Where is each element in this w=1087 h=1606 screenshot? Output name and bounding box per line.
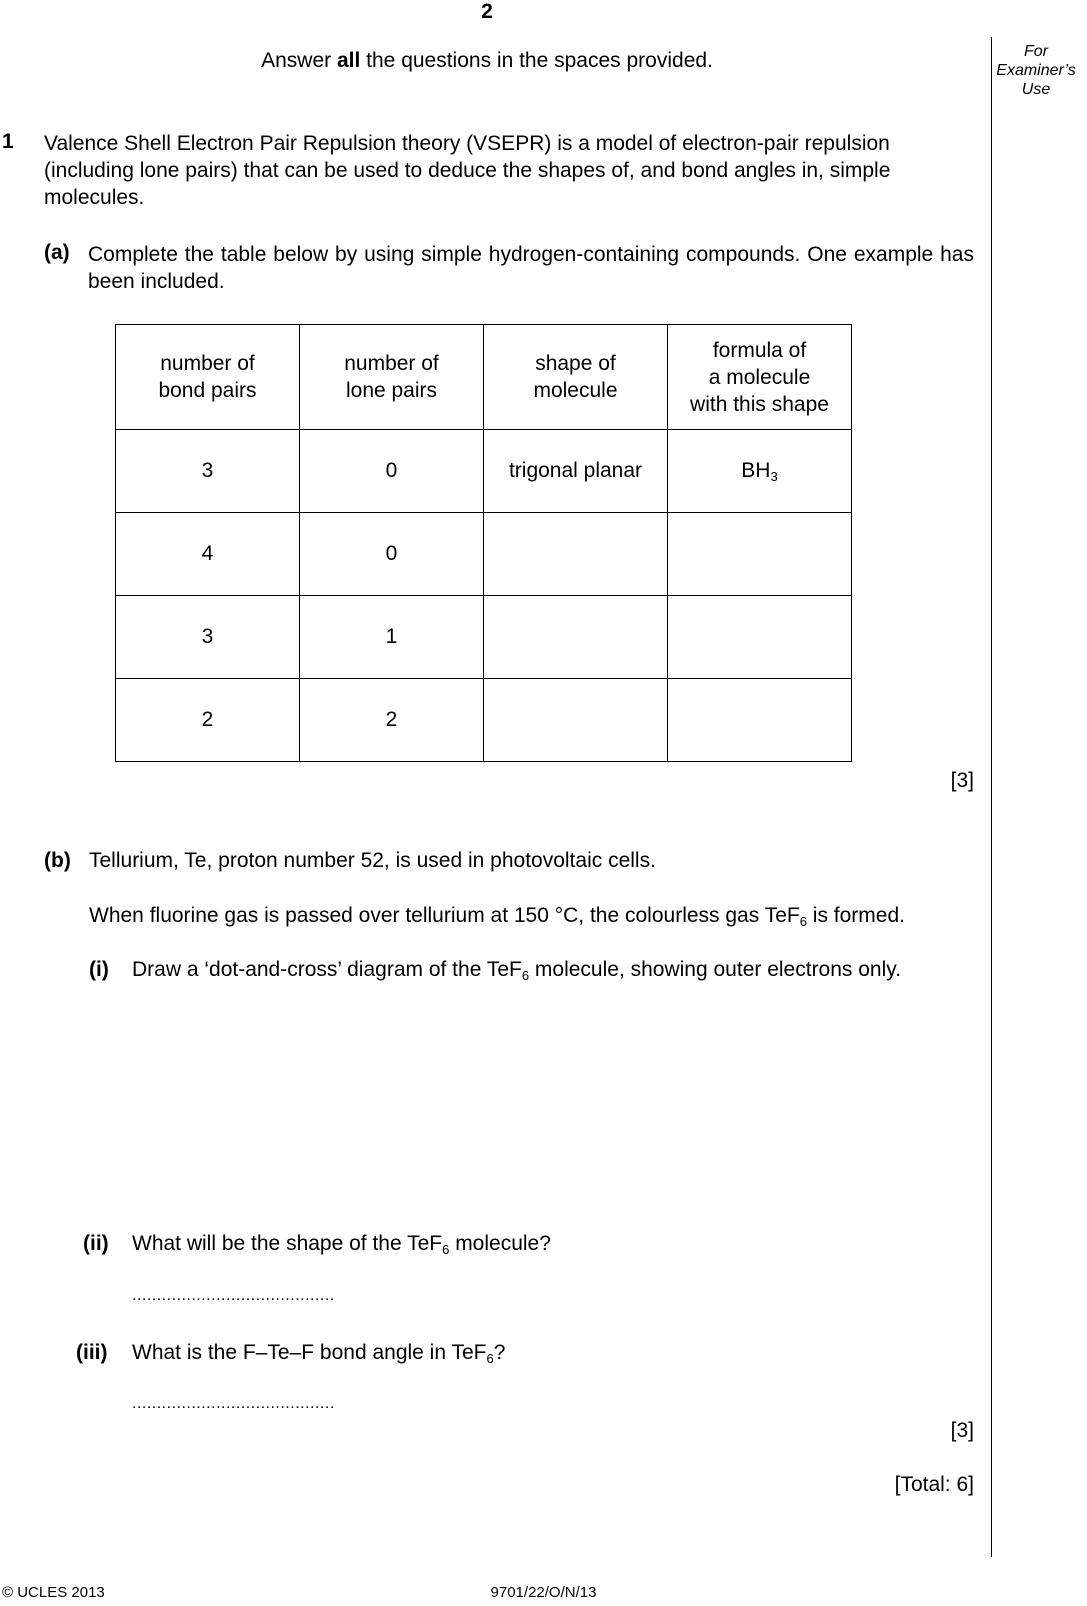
footer-copyright: © UCLES 2013: [2, 1584, 105, 1601]
page-number: 2: [481, 0, 493, 23]
sub-iii-text: What is the F–Te–F bond angle in TeF$_6$?: [132, 1341, 506, 1366]
sub-ii-answer-line[interactable]: .........................................: [132, 1287, 335, 1304]
part-a-marks: [3]: [950, 769, 974, 792]
table-row: [116, 679, 852, 762]
cell-formula-answer[interactable]: [668, 679, 852, 762]
question-total: [Total: 6]: [894, 1473, 974, 1496]
cell-shape: trigonal planar: [484, 430, 668, 513]
header-formula: formula of a molecule with this shape: [668, 325, 852, 430]
table-header-row: [116, 325, 852, 430]
cell-lone-pairs: 0: [300, 513, 484, 596]
sub-i-text: Draw a ‘dot-and-cross’ diagram of the TeF$_6$ molecule, showing outer electrons only.: [132, 958, 902, 983]
question-number: 1: [2, 130, 14, 153]
sub-iii-label: (iii): [76, 1341, 108, 1364]
cell-bond-pairs: 3: [116, 430, 300, 513]
cell-shape-answer[interactable]: [484, 513, 668, 596]
vsepr-table: [115, 324, 852, 762]
instruction: Answer all the questions in the spaces provided.: [261, 49, 713, 72]
cell-bond-pairs: 4: [116, 513, 300, 596]
part-a-text: Complete the table below by using simple hydrogen-containing compounds. One example has been included.: [88, 243, 974, 293]
cell-lone-pairs: 1: [300, 596, 484, 679]
cell-lone-pairs: 2: [300, 679, 484, 762]
header-bond-pairs: number of bond pairs: [116, 325, 300, 430]
examiner-use-label: [995, 42, 1077, 99]
cell-lone-pairs: 0: [300, 430, 484, 513]
examiner-line-1: For: [1024, 43, 1048, 60]
part-a-label: (a): [44, 241, 70, 264]
cell-bond-pairs: 3: [116, 596, 300, 679]
cell-formula: $BH_3$: [668, 430, 852, 513]
diagram-answer-space[interactable]: [132, 1000, 974, 1210]
cell-bond-pairs: 2: [116, 679, 300, 762]
cell-shape-answer[interactable]: [484, 596, 668, 679]
header-shape: shape of molecule: [484, 325, 668, 430]
examiner-margin-rule: [991, 37, 992, 1557]
cell-formula-answer[interactable]: [668, 596, 852, 679]
table-row: [116, 596, 852, 679]
footer-paper-code: 9701/22/O/N/13: [490, 1584, 597, 1601]
cell-shape-answer[interactable]: [484, 679, 668, 762]
table-row: [116, 513, 852, 596]
sub-ii-label: (ii): [83, 1232, 109, 1255]
examiner-line-3: Use: [1021, 81, 1051, 98]
cell-formula-answer[interactable]: [668, 513, 852, 596]
part-b-marks: [3]: [950, 1419, 974, 1442]
instruction-emphasis: all: [336, 49, 361, 72]
sub-ii-text: What will be the shape of the TeF$_6$ molecule?: [132, 1232, 551, 1257]
sub-i-label: (i): [89, 958, 109, 981]
table-row: [116, 430, 852, 513]
sub-iii-answer-line[interactable]: .........................................: [132, 1395, 335, 1412]
header-lone-pairs: number of lone pairs: [300, 325, 484, 430]
part-b-text-2: When fluorine gas is passed over tellurium at 150 °C, the colourless gas TeF$_6$ is formed.: [89, 904, 905, 929]
part-b-text: Tellurium, Te, proton number 52, is used in photovoltaic cells.: [89, 849, 656, 872]
question-intro: Valence Shell Electron Pair Repulsion theory (VSEPR) is a model of electron-pair repulsion (including lone pairs) that can be used to deduce the shapes of, and bond angles in, simple molecules.: [44, 132, 891, 209]
examiner-line-2: Examiner’s: [996, 62, 1076, 79]
part-b-label: (b): [44, 849, 71, 872]
